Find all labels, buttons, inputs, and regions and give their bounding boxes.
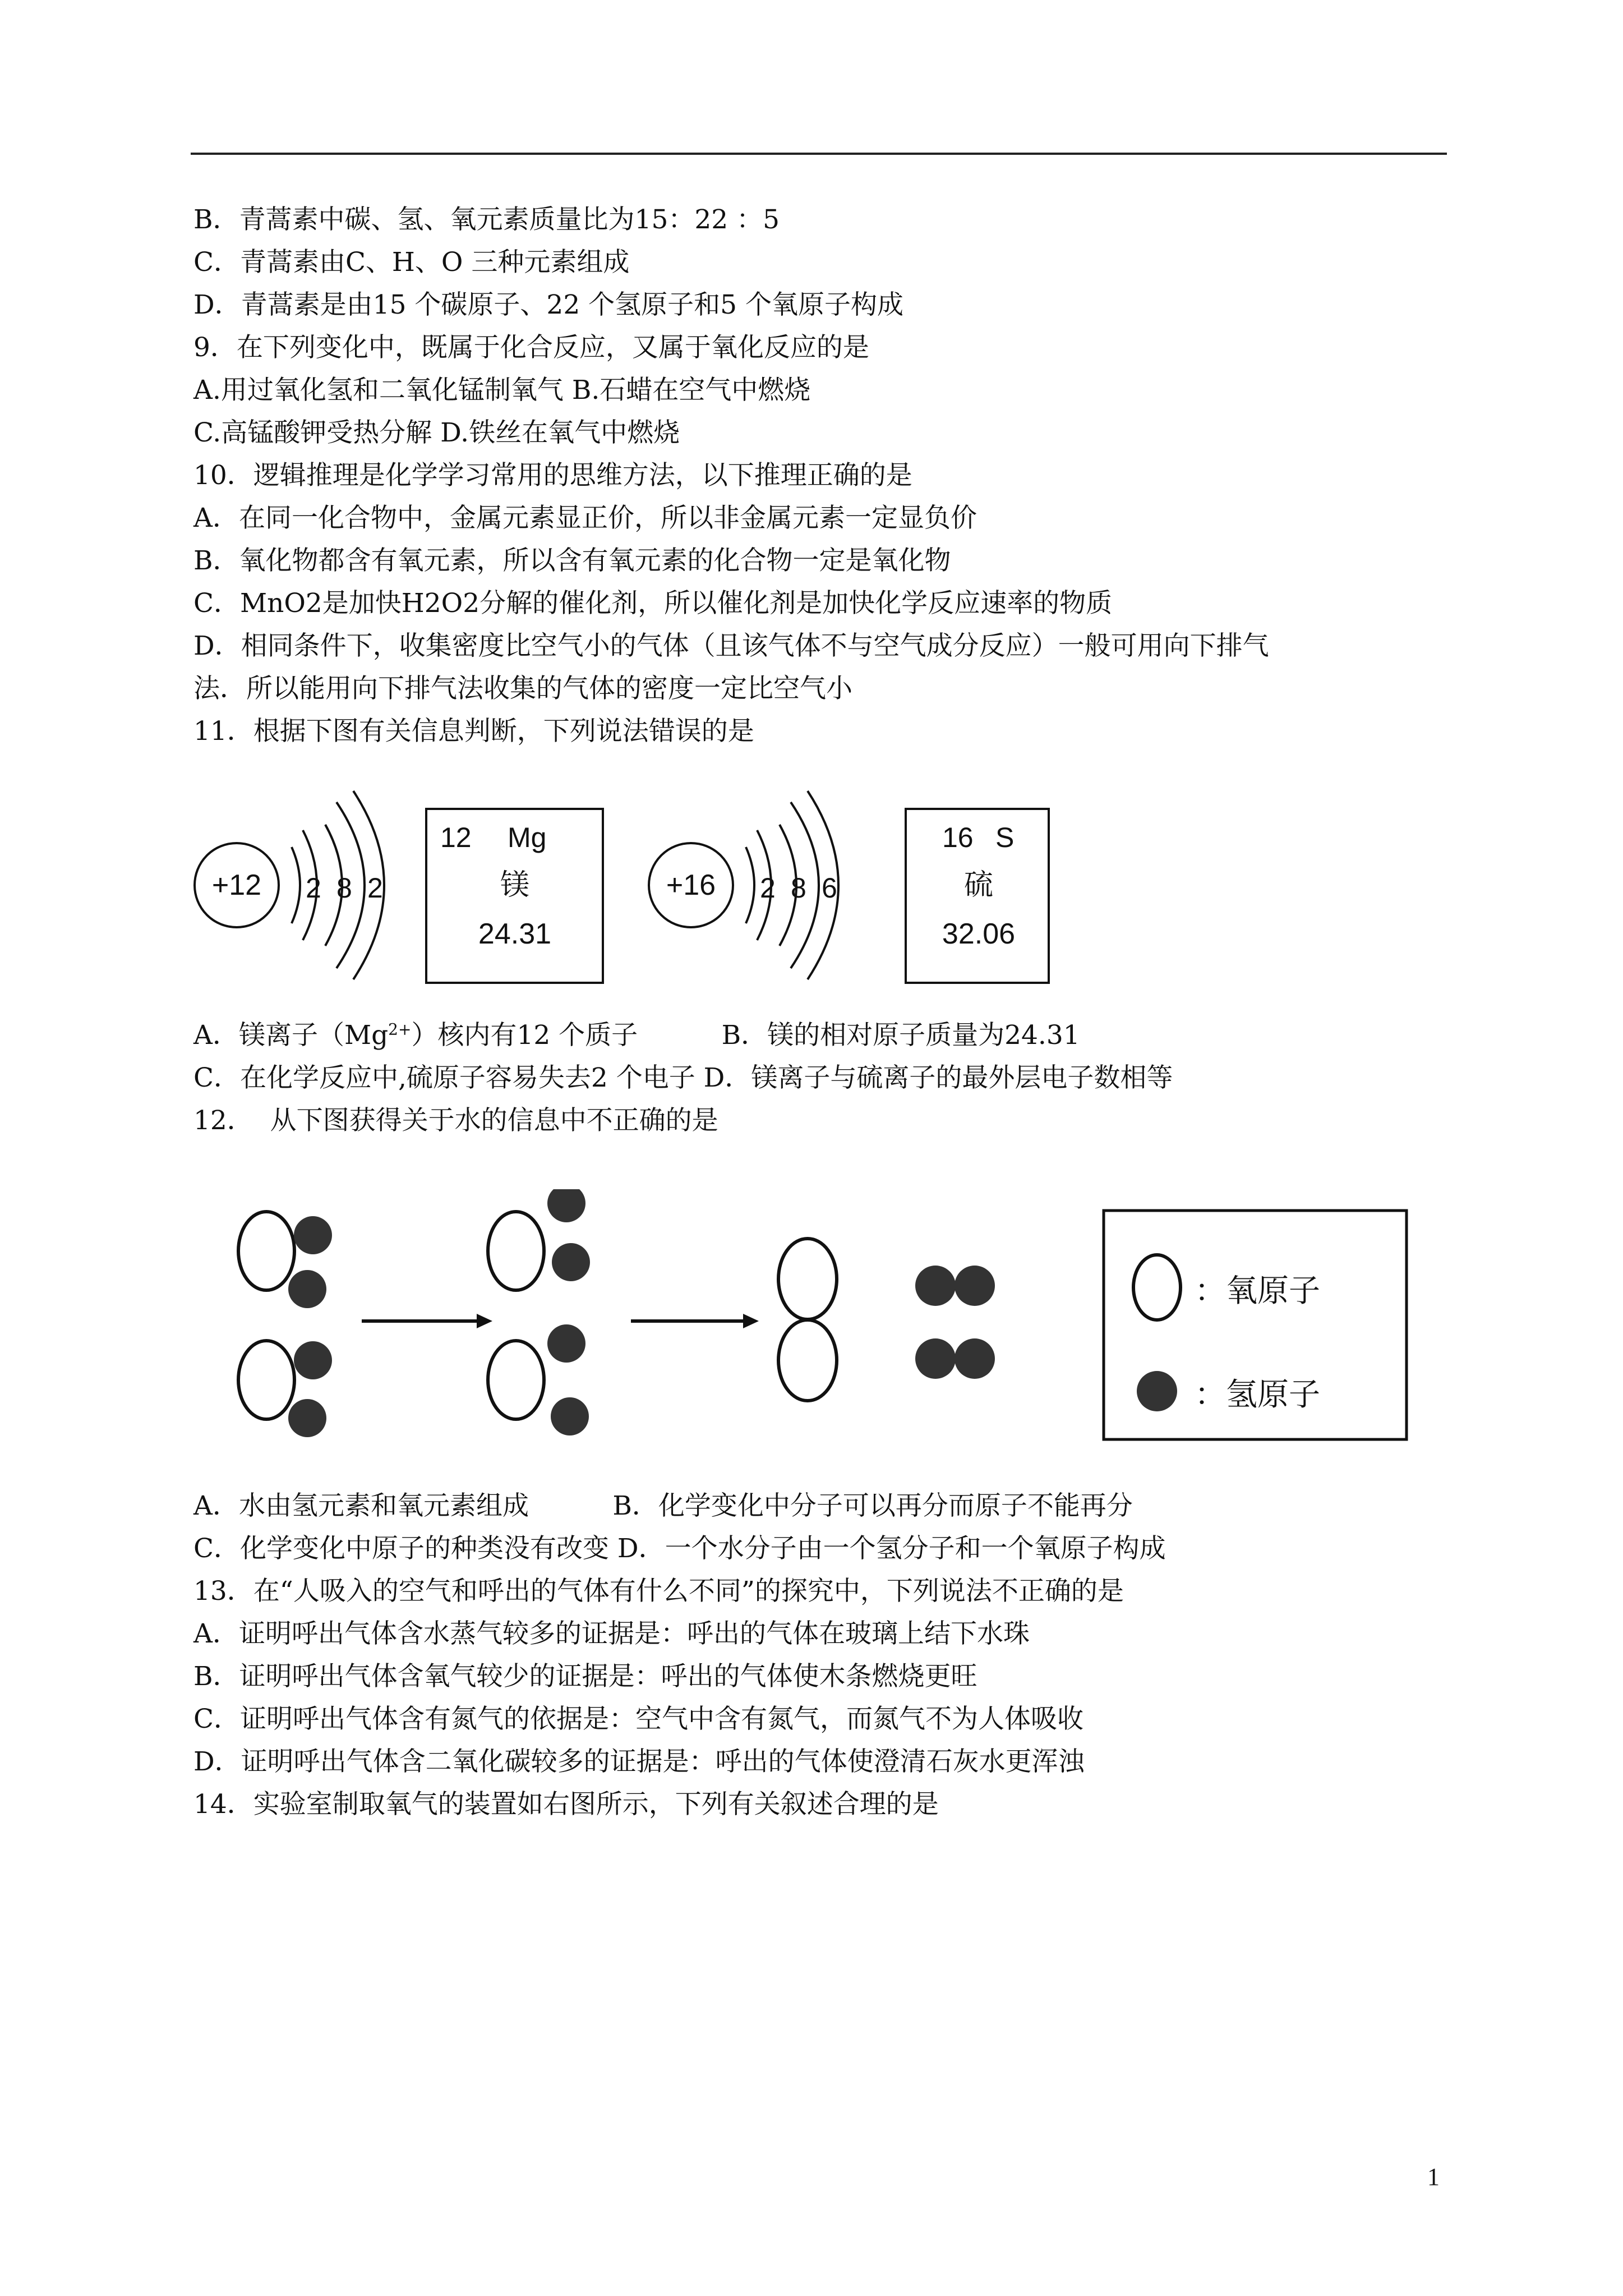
s-mass: 32.06	[942, 918, 1016, 950]
text-line: C．青蒿素由C、H、O 三种元素组成	[193, 247, 630, 278]
mg-atomic-number: 12	[440, 822, 472, 853]
separated-atoms-group	[488, 1189, 590, 1435]
header-rule	[191, 153, 1447, 155]
question-10: 10．逻辑推理是化学学习常用的思维方法，以下推理正确的是	[193, 460, 912, 491]
mg-shell-2: 8	[336, 872, 352, 904]
text-line: C．MnO2是加快H2O2分解的催化剂，所以催化剂是加快化学反应速率的物质	[193, 588, 1113, 619]
water-molecules-group	[238, 1212, 332, 1437]
text-line	[193, 1019, 1080, 1052]
mg-symbol: Mg	[508, 822, 547, 853]
question-14: 14．实验室制取氧气的装置如右图所示，下列有关叙述合理的是	[193, 1789, 939, 1820]
s-element-card	[906, 809, 1049, 983]
mg-nucleus-charge: +12	[211, 869, 262, 901]
text-line: 法．所以能用向下排气法收集的气体的密度一定比空气小	[193, 673, 852, 704]
mg-mass: 24.31	[478, 918, 552, 950]
text-line: B．氧化物都含有氧元素，所以含有氧元素的化合物一定是氧化物	[193, 545, 951, 576]
mg-shell-1: 2	[306, 872, 321, 904]
mg-element-card	[426, 809, 603, 983]
legend-hydrogen-label: ：氢原子	[1195, 1377, 1320, 1412]
text-line: A．证明呼出气体含水蒸气较多的证据是：呼出的气体在玻璃上结下水珠	[193, 1618, 1030, 1649]
charge-superscript: 2+	[388, 1020, 412, 1039]
legend-oxygen-label: ：氧原子	[1195, 1273, 1320, 1308]
text-line: B．青蒿素中碳、氢、氧元素质量比为15：22 ：5	[193, 204, 780, 235]
text-line: C．在化学反应中,硫原子容易失去2 个电子 D．镁离子与硫离子的最外层电子数相等	[193, 1062, 1173, 1093]
s-symbol: S	[995, 822, 1015, 853]
hydrogen-legend-icon	[1137, 1371, 1177, 1411]
mg-name: 镁	[500, 869, 530, 901]
mg-shell-3: 2	[367, 872, 383, 904]
question-13: 13．在“人吸入的空气和呼出的气体有什么不同”的探究中，下列说法不正确的是	[193, 1576, 1124, 1607]
s-atom-diagram	[649, 791, 838, 979]
text-line: D．青蒿素是由15 个碳原子、22 个氢原子和5 个氧原子构成	[193, 289, 904, 320]
figure-12-water-decomposition	[224, 1189, 1413, 1447]
s-name: 硫	[963, 869, 994, 901]
question-9: 9．在下列变化中，既属于化合反应，又属于氧化反应的是	[193, 332, 869, 363]
question-11: 11．根据下图有关信息判断，下列说法错误的是	[193, 716, 754, 747]
mg-atom-diagram	[195, 791, 384, 979]
text-line: B．证明呼出气体含氧气较少的证据是：呼出的气体使木条燃烧更旺	[193, 1661, 978, 1692]
text-line: C．化学变化中原子的种类没有改变 D．一个水分子由一个氢分子和一个氧原子构成	[193, 1533, 1166, 1564]
s-shell-2: 8	[791, 872, 806, 904]
atom-legend	[1104, 1211, 1407, 1439]
text-line: D．证明呼出气体含二氧化碳较多的证据是：呼出的气体使澄清石灰水更浑浊	[193, 1746, 1085, 1777]
question-12: 12． 从下图获得关于水的信息中不正确的是	[193, 1105, 718, 1136]
text-line: A．水由氢元素和氧元素组成 B．化学变化中分子可以再分而原子不能再分	[193, 1490, 1133, 1521]
reaction-arrow-1	[362, 1314, 492, 1328]
text-fragment: A．镁离子（Mg	[193, 1020, 389, 1051]
figure-11-atom-structure	[191, 780, 1060, 1004]
text-line: A．在同一化合物中，金属元素显正价，所以非金属元素一定显负价	[193, 503, 977, 533]
text-line: D．相同条件下，收集密度比空气小的气体（且该气体不与空气成分反应）一般可用向下排气	[193, 631, 1269, 661]
s-shell-3: 6	[822, 872, 837, 904]
s-shell-1: 2	[760, 872, 776, 904]
reaction-arrow-2	[631, 1314, 759, 1328]
text-line: A.用过氧化氢和二氧化锰制氧气 B.石蜡在空气中燃烧	[193, 375, 811, 406]
s-nucleus-charge: +16	[666, 869, 716, 901]
text-fragment: ）核内有12 个质子 B．镁的相对原子质量为24.31	[411, 1020, 1080, 1051]
text-line: C．证明呼出气体含有氮气的依据是：空气中含有氮气，而氮气不为人体吸收	[193, 1704, 1083, 1734]
oxygen-legend-icon	[1133, 1255, 1181, 1320]
page-number: 1	[1427, 2163, 1440, 2191]
s-atomic-number: 16	[942, 822, 974, 853]
text-line: C.高锰酸钾受热分解 D.铁丝在氧气中燃烧	[193, 417, 680, 448]
products-group	[778, 1239, 995, 1401]
